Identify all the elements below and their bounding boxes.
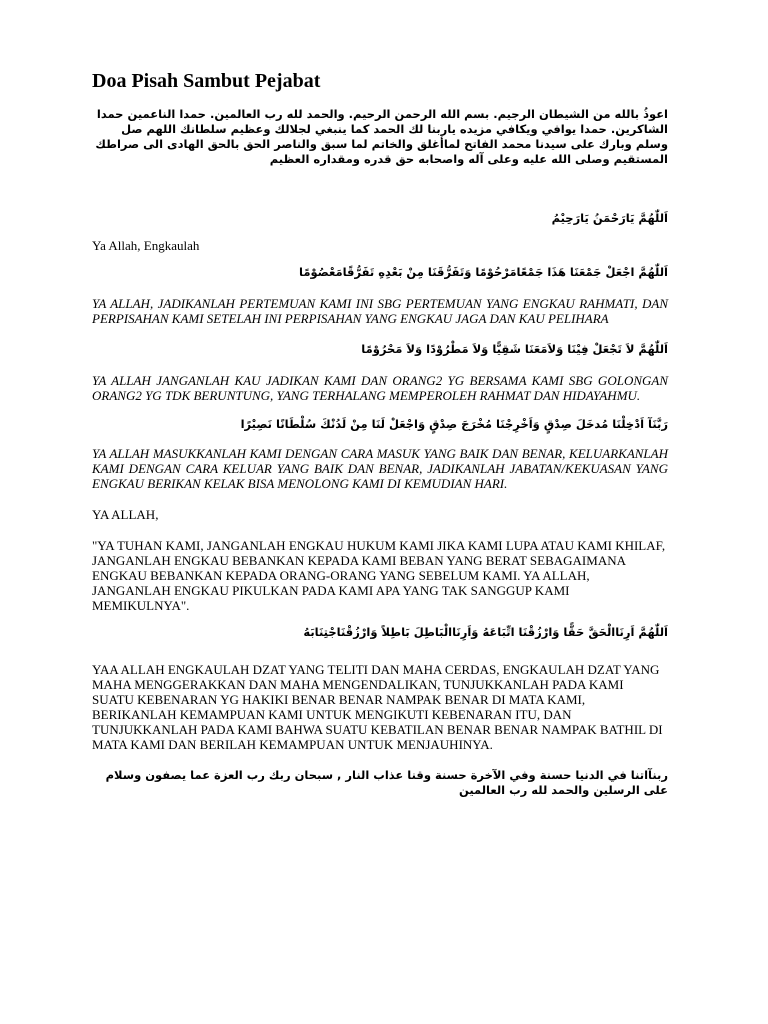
document-title: Doa Pisah Sambut Pejabat [92, 70, 321, 92]
dua-4-arabic: رَبَّنَآ اَدْخِلْنَا مُدخَلَ صِدْقٍ وَاَخْرِجْنَا مُخْرَجَ صِدْقٍ وَاجْعَلْ لَنَا مِنْ لَدُنْكَ سُلْطَانًا نَصِيْرًا [240, 417, 668, 431]
dua-5-arabic: اَللّٰهُمَّ اَرِنَاالْحَقَّ حَقًّا وَارْزُقْنَا اتِّبَاعَهُ وَاَرِنَاالْبَاطِلَ بَاطِلاً وَارْزُقْنَاجْتِنَابَهُ [303, 625, 668, 639]
translation-2: YA ALLAH, JADIKANLAH PERTEMUAN KAMI INI SBG PERTEMUAN YANG ENGKAU RAHMATI, DAN PERPISAHAN KAMI SETELAH INI PERPISAHAN YANG ENGKAU JAGA DAN KAU PELIHARA [92, 296, 668, 326]
intro-arabic-paragraph: اعوذُ بالله من الشيطان الرجيم. بسم الله الرحمن الرحيم. والحمد لله رب العالمين. حمدا الناعمين حمدا الشاكرين. حمدا يوافي ويكافي مزيده ياربنا لك الحمد كما ينبغي لجلالك وعظيم سلطانك اللهم صل وسلم وبارك على سيدنا محمد الفاتح لماأغلق والخاتم لما سبق والناصر الحق بالحق الهادى الى صراطك المستقيم وصلى الله عليه وعلى آله واصحابه حق قدره ومقداره العظيم [95, 107, 668, 166]
dua-3-arabic: اَللّٰهُمَّ لاَ تَجْعَلْ فِيْنَا وَلاَمَعَنَا شَقِيًّا وَلاَ مَطْرُوْدًا وَلاَ مَحْرُوْمًا [361, 342, 668, 356]
ya-allah-line: YA ALLAH, [92, 507, 159, 522]
closing-arabic: ربنآاتنا في الدنيا حسنة وفي الآخرة حسنة وقنا عذاب النار , سبحان ربك رب العزة عما يصفون وسلام على الرسلين والحمد لله رب العالمين [105, 768, 668, 797]
dua-1-arabic: اَللّٰهُمَّ يَارَحْمَنُ يَارَحِيْمُ [551, 211, 668, 225]
ya-allah-engkaulah-line: Ya Allah, Engkaulah [92, 238, 200, 253]
quote-paragraph: "YA TUHAN KAMI, JANGANLAH ENGKAU HUKUM KAMI JIKA KAMI LUPA ATAU KAMI KHILAF, JANGANLAH ENGKAU BEBANKAN KEPADA KAMI BEBAN YANG BERAT SEBAGAIMANA ENGKAU BEBANKAN KEPADA ORANG-ORANG YANG SEBELUM KAMI. YA ALLAH, JANGANLAH ENGKAU PIKULKAN PADA KAMI APA YANG TAK SANGGUP KAMI MEMIKULNYA". [92, 538, 666, 613]
dua-2-arabic: اَللّٰهُمَّ اجْعَلْ جَمْعَنَا هَذَا جَمْعًامَرْحُوْمًا وَتَفَرُّقَنَا مِنْ بَعْدِهِ تَفَرُّقًامَعْصُوْمًا [299, 265, 668, 279]
translation-5: YAA ALLAH ENGKAULAH DZAT YANG TELITI DAN MAHA CERDAS, ENGKAULAH DZAT YANG MAHA MENGGERAKKAN DAN MAHA MENGENDALIKAN, TUNJUKKANLAH PADA KAMI SUATU KEBENARAN YG HAKIKI BENAR BENAR NAMPAK BENAR DI MATA KAMI, BERIKANLAH KEMAMPUAN KAMI UNTUK MENGIKUTI KEBENARAN ITU, DAN TUNJUKKANLAH PADA KAMI BAHWA SUATU KEBATILAN BENAR BENAR NAMPAK BATHIL DI MATA KAMI DAN BERILAH KEMAMPUAN UNTUK MENJAUHINYA. [92, 662, 663, 752]
translation-3: YA ALLAH JANGANLAH KAU JADIKAN KAMI DAN ORANG2 YG BERSAMA KAMI SBG GOLONGAN ORANG2 YG TDK BERUNTUNG, YANG TERHALANG MEMPEROLEH RAHMAT DAN HIDAYAHMU. [92, 373, 668, 403]
translation-4: YA ALLAH MASUKKANLAH KAMI DENGAN CARA MASUK YANG BAIK DAN BENAR, KELUARKANLAH KAMI DENGAN CARA KELUAR YANG BAIK DAN BENAR, JADIKANLAH JABATAN/KEKUASAN YANG ENGKAU BERIKAN KELAK BISA MENOLONG KAMI DI KEMUDIAN HARI. [92, 446, 668, 491]
